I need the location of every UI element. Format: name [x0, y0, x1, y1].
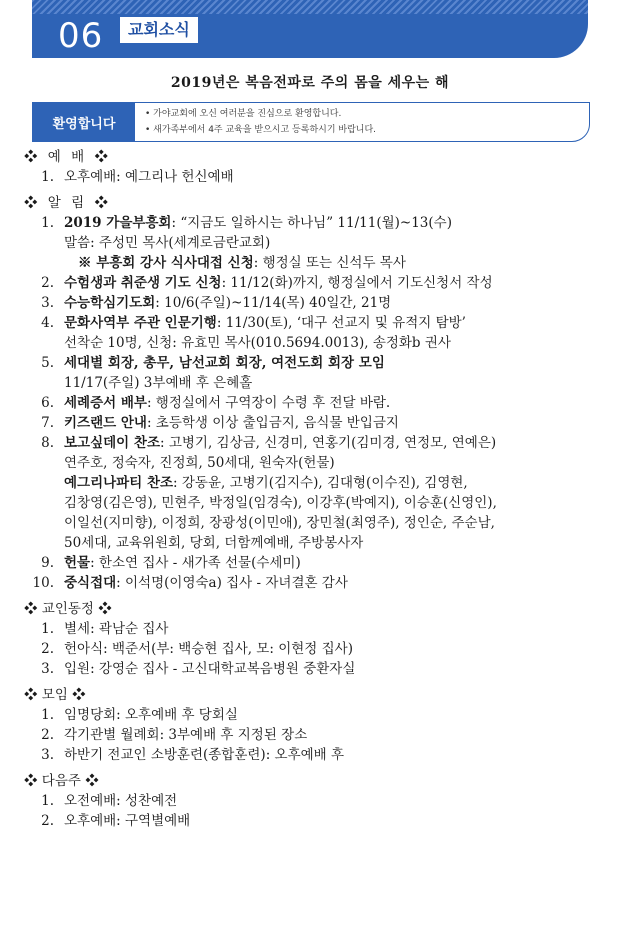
section-heading: ❖ 예 배 ❖	[24, 149, 111, 165]
list-item: 10. 중식접대: 이석명(이영숙a) 집사 - 자녀결혼 감사	[32, 575, 348, 591]
section-members	[24, 599, 614, 679]
notice-list	[24, 213, 614, 593]
list-item: 4. 문화사역부 주관 인문기행: 11/30(토), ‘대구 선교지 및 유적지 탐방’ 선착순 10명, 신청: 유효민 목사(010.5694.0013), 송정화b 권사	[41, 315, 466, 351]
list-item: 3. 입원: 강영순 집사 - 고신대학교복음병원 중환자실	[41, 661, 356, 677]
section-heading: ❖ 알 림 ❖	[24, 195, 111, 211]
list-item: 1. 2019 가을부흥회: “지금도 일하시는 하나님” 11/11(월)~13(수) 말씀: 주성민 목사(세계로금란교회) ※ 부흥회 강사 식사대접 신청: 행정실 또는 신석두 목사	[41, 215, 452, 271]
list-item: 2. 수험생과 취준생 기도 신청: 11/12(화)까지, 행정실에서 기도신청서 작성	[41, 275, 493, 291]
section-meetings	[24, 685, 614, 765]
list-item: 3. 하반기 전교인 소방훈련(종합훈련): 오후예배 후	[41, 747, 345, 763]
list-item: 7. 키즈랜드 안내: 초등학생 이상 출입금지, 음식물 반입금지	[41, 415, 399, 431]
meeting-list	[24, 705, 614, 765]
yearly-slogan: 2019년은 복음전파로 주의 몸을 세우는 해	[170, 75, 450, 91]
list-item: 1. 오전예배: 성찬예전	[41, 793, 178, 809]
section-worship	[24, 147, 614, 187]
list-item: 6. 세례증서 배부: 행정실에서 구역장이 수령 후 전달 바람.	[41, 395, 391, 411]
list-item: 2. 각기관별 월례회: 3부예배 후 지정된 장소	[41, 727, 308, 743]
section-number: 06	[58, 16, 104, 56]
list-item: 2. 오후예배: 구역별예배	[41, 813, 191, 829]
welcome-box	[32, 102, 590, 142]
section-heading: ❖ 교인동정 ❖	[24, 601, 112, 617]
news-content	[24, 147, 614, 831]
list-item: 8. 보고싶데이 찬조: 고병기, 김상금, 신경미, 연홍기(김미경, 연정모, 연예은) 연주호, 정숙자, 진정희, 50세대, 원숙자(헌물) 예그리나파티 찬조: 강동윤, 고병기(김지수), 김대형(이수진), 김영현, 김창영(김은영), 민현주, 박정일(임경숙), 이강후(박예지), 이승훈(신영인), 이일선(지미향), 이정희, 장광성(이민애), 장민철(최영주), 정인순, 주순남, 50세대, 교육위원회, 당회, 더함께예배, 주방봉사자	[41, 435, 497, 551]
section-banner	[32, 0, 588, 58]
section-title: 교회소식	[120, 17, 198, 43]
list-item: 9. 헌물: 한소연 집사 - 새가족 선물(수세미)	[41, 555, 301, 571]
welcome-line: • 새가족부에서 4주 교육을 받으시고 등록하시기 바랍니다.	[145, 125, 377, 135]
welcome-lines	[145, 106, 376, 138]
list-item: 1. 임명당회: 오후예배 후 당회실	[41, 707, 238, 723]
list-item: 5. 세대별 회장, 총무, 남선교회 회장, 여전도회 회장 모임 11/17(주일) 3부예배 후 은혜홀	[41, 355, 385, 391]
list-item: 1. 별세: 곽남순 집사	[41, 621, 169, 637]
worship-list	[24, 167, 614, 187]
section-next-week	[24, 771, 614, 831]
member-list	[24, 619, 614, 679]
section-notices	[24, 193, 614, 593]
list-item: 3. 수능학심기도회: 10/6(주일)~11/14(목) 40일간, 21명	[41, 295, 392, 311]
list-item: 2. 헌아식: 백준서(부: 백승현 집사, 모: 이현정 집사)	[41, 641, 353, 657]
welcome-line: • 가야교회에 오신 여러분을 진심으로 환영합니다.	[145, 109, 342, 119]
next-week-list	[24, 791, 614, 831]
welcome-tag: 환영합니다	[33, 103, 135, 141]
list-item: 1. 오후예배: 예그리나 헌신예배	[41, 169, 234, 185]
section-heading: ❖ 모임 ❖	[24, 687, 86, 703]
section-heading: ❖ 다음주 ❖	[24, 773, 99, 789]
